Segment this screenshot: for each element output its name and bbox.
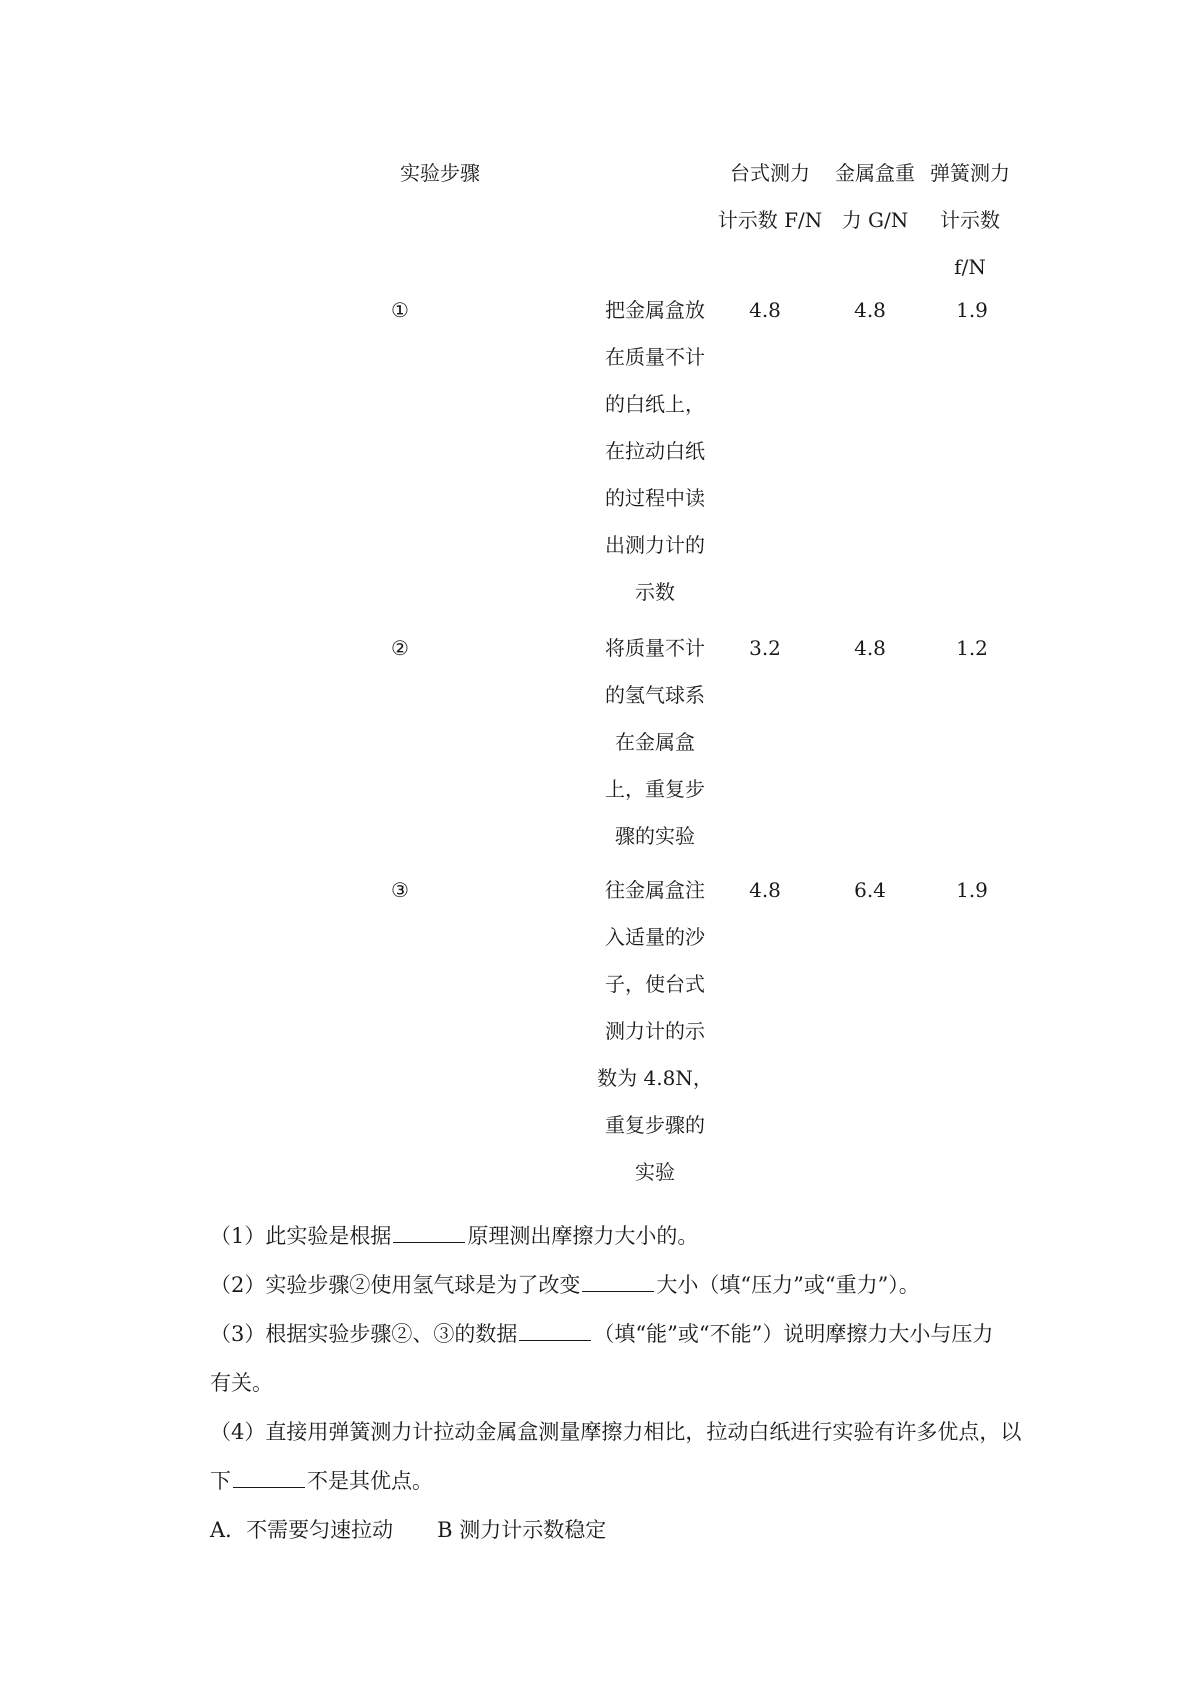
row-3-G: 6.4: [854, 878, 886, 902]
row-2-f: 1.2: [956, 636, 988, 660]
row-1-f: 1.9: [956, 298, 988, 322]
row-2-number: ②: [391, 636, 409, 660]
question-1: （1）此实验是根据 原理测出摩擦力大小的。: [210, 1213, 1030, 1260]
row-2-description: 将质量不计 的氢气球系 在金属盒 上，重复步 骤的实验: [605, 636, 705, 848]
question-4: （4）直接用弹簧测力计拉动金属盒测量摩擦力相比，拉动白纸进行实验有许多优点，以: [210, 1420, 1022, 1444]
row-1-G: 4.8: [854, 298, 886, 322]
header-spring-reading: 弹簧测力 计示数 f/N: [930, 161, 1010, 279]
answer-blank-3[interactable]: [519, 1318, 591, 1341]
option-a[interactable]: A．不需要匀速拉动: [210, 1518, 394, 1542]
header-scale-reading: 台式测力 计示数 F/N: [717, 161, 823, 232]
option-b[interactable]: B 测力计示数稳定: [437, 1518, 607, 1542]
question-3: （3）根据实验步骤②、③的数据 （填“能”或“不能”）说明摩擦力大小与压力: [210, 1311, 1030, 1358]
answer-blank-1[interactable]: [393, 1220, 465, 1243]
row-1-number: ①: [391, 298, 409, 322]
row-3-F: 4.8: [749, 878, 781, 902]
question-4-continued: 下 不是其优点。: [210, 1458, 1030, 1505]
question-2: （2）实验步骤②使用氢气球是为了改变 大小（填“压力”或“重力”）。: [210, 1262, 1030, 1309]
row-3-number: ③: [391, 878, 409, 902]
row-3-description: 往金属盒注 入适量的沙 子，使台式 测力计的示 数为 4.8N， 重复步骤的 实验: [597, 878, 713, 1184]
row-2-G: 4.8: [854, 636, 886, 660]
answer-options: [210, 1507, 1030, 1554]
row-1-description: 把金属盒放 在质量不计 的白纸上， 在拉动白纸 的过程中读 出测力计的 示数: [605, 298, 705, 604]
question-3-continued: 有关。: [210, 1371, 273, 1395]
answer-blank-2[interactable]: [582, 1269, 654, 1292]
header-box-weight: 金属盒重 力 G/N: [835, 161, 915, 232]
answer-blank-4[interactable]: [233, 1465, 305, 1488]
row-2-F: 3.2: [749, 636, 781, 660]
header-step: 实验步骤: [400, 161, 480, 185]
row-3-f: 1.9: [956, 878, 988, 902]
row-1-F: 4.8: [749, 298, 781, 322]
